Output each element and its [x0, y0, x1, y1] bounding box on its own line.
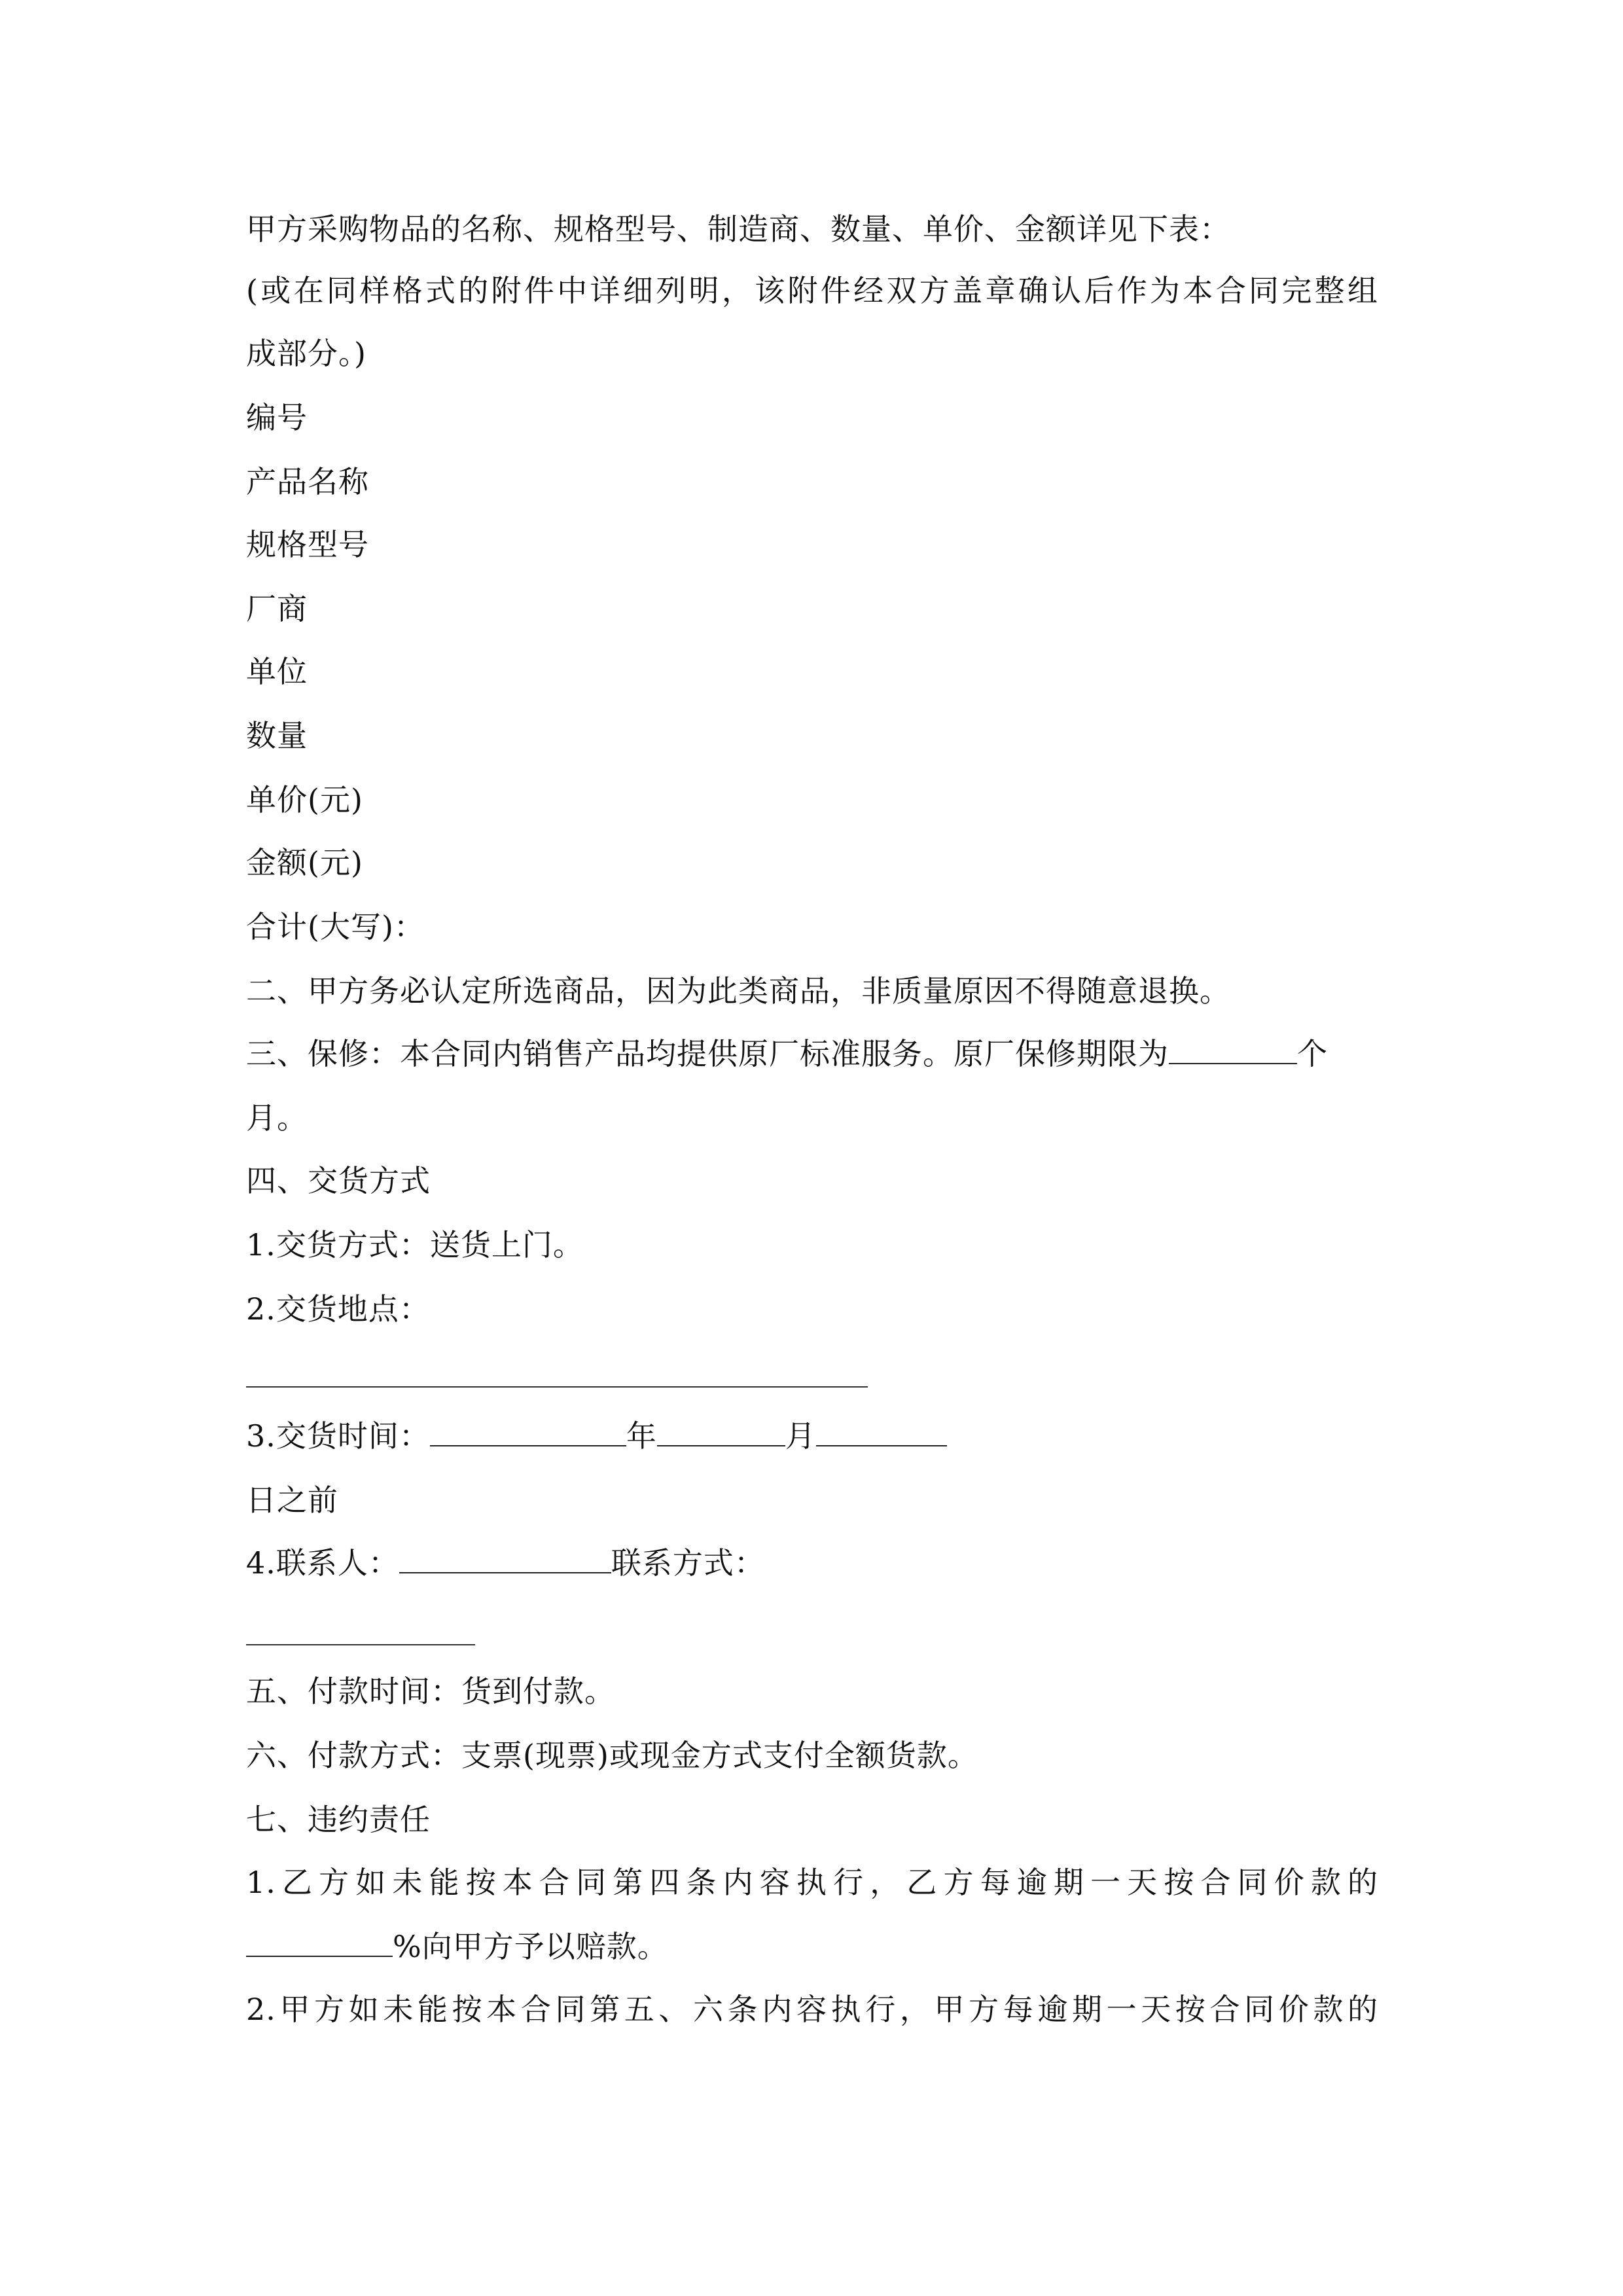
- delivery-time-label: 3.交货时间：: [246, 1418, 430, 1454]
- delivery-time-continuation: 日之前: [246, 1482, 338, 1518]
- field-number: 编号: [246, 400, 308, 435]
- penalty-seller-tail: %向甲方予以赔款。: [393, 1929, 668, 1964]
- delivery-day-blank[interactable]: [816, 1416, 947, 1446]
- penalty-seller-text: 1.乙方如未能按本合同第四条内容执行，乙方每逾期一天按合同价款的: [246, 1865, 1378, 1900]
- intro-line-2: (或在同样格式的附件中详细列明，该附件经双方盖章确认后作为本合同完整组: [246, 273, 1378, 308]
- section-6-text: 六、付款方式：支票(现票)或现金方式支付全额货款。: [246, 1738, 978, 1773]
- field-manufacturer: 厂商: [246, 591, 308, 626]
- section-3-continuation: 月。: [246, 1100, 308, 1136]
- intro-line-1: 甲方采购物品的名称、规格型号、制造商、数量、单价、金额详见下表：: [246, 211, 1230, 247]
- field-product-name: 产品名称: [246, 464, 369, 499]
- penalty-seller-continuation: [246, 1927, 668, 1966]
- section-2-text: 二、甲方务必认定所选商品，因为此类商品，非质量原因不得随意退换。: [246, 973, 1230, 1009]
- section-3-line: [246, 1034, 1328, 1073]
- delivery-location-label: 2.交货地点：: [246, 1291, 430, 1327]
- field-unit-price: 单价(元): [246, 782, 363, 817]
- contact-method-blank[interactable]: [246, 1644, 475, 1645]
- delivery-location-blank[interactable]: [246, 1386, 868, 1388]
- month-label: 月: [785, 1418, 816, 1454]
- section-5-text: 五、付款时间：货到付款。: [246, 1674, 615, 1709]
- penalty-buyer-text: 2.甲方如未能按本合同第五、六条内容执行，甲方每逾期一天按合同价款的: [246, 1992, 1378, 2027]
- section-3-text: 三、保修：本合同内销售产品均提供原厂标准服务。原厂保修期限为: [246, 1036, 1169, 1071]
- section-3-tail: 个: [1297, 1036, 1328, 1071]
- field-amount: 金额(元): [246, 845, 363, 880]
- contact-method-label: 联系方式：: [611, 1545, 765, 1581]
- delivery-month-blank[interactable]: [657, 1416, 785, 1446]
- field-quantity: 数量: [246, 718, 308, 753]
- field-unit: 单位: [246, 654, 308, 689]
- penalty-rate-blank[interactable]: [246, 1927, 393, 1957]
- contact-line: [246, 1543, 765, 1583]
- field-total: 合计(大写)：: [246, 909, 425, 944]
- section-4-heading: 四、交货方式: [246, 1163, 431, 1198]
- warranty-months-blank[interactable]: [1169, 1034, 1297, 1064]
- delivery-year-blank[interactable]: [430, 1416, 626, 1446]
- section-7-heading: 七、违约责任: [246, 1802, 431, 1837]
- contact-person-blank[interactable]: [399, 1543, 611, 1573]
- intro-line-3: 成部分。): [246, 336, 366, 371]
- delivery-time-line: [246, 1416, 947, 1456]
- delivery-method: 1.交货方式：送货上门。: [246, 1227, 584, 1263]
- year-label: 年: [626, 1418, 657, 1454]
- contact-person-label: 4.联系人：: [246, 1545, 399, 1581]
- field-spec-model: 规格型号: [246, 527, 369, 562]
